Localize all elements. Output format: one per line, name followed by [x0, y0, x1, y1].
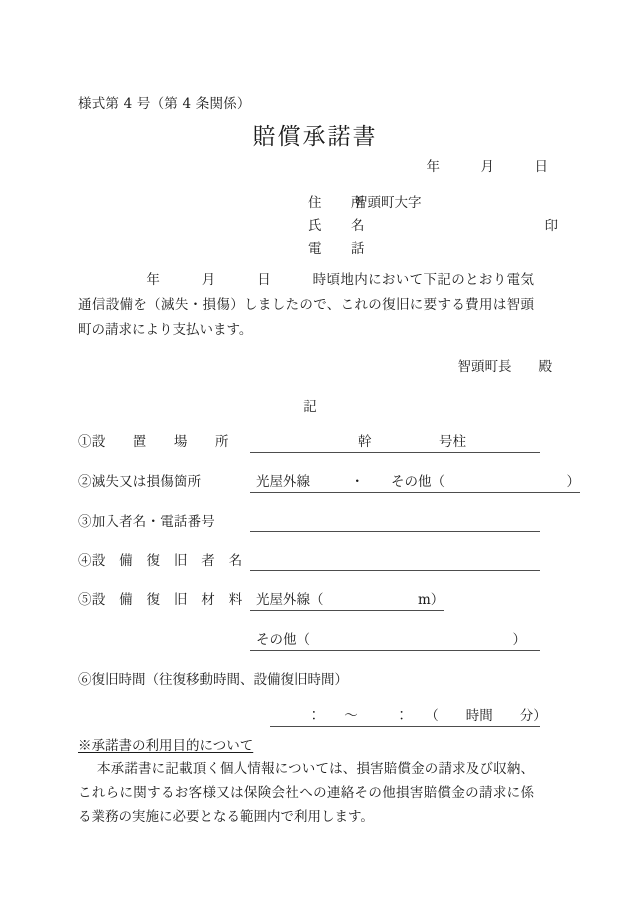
page-title: 賠償承諾書: [252, 124, 378, 150]
table-row: [78, 510, 540, 532]
notice-title-wrap: [78, 734, 534, 757]
item-label-4: ④設 備 復 旧 者 名: [78, 553, 243, 569]
phone-label: 電 話: [308, 241, 373, 257]
item-label-1: ①設 置 場 所: [78, 434, 229, 450]
table-row: [78, 430, 540, 453]
address-label: 住 所: [308, 195, 373, 211]
notice-block: [78, 734, 534, 829]
item-field-5-other[interactable]: その他（ ）: [250, 628, 540, 651]
date-line: 年 月 日: [426, 159, 548, 175]
name-label: 氏 名: [308, 218, 373, 234]
item-label-3: ③加入者名・電話番号: [78, 514, 215, 530]
item-label-5: ⑤設 備 復 旧 材 料: [78, 592, 243, 608]
table-row: [78, 628, 540, 651]
notice-body: 本承諾書に記載頂く個人情報については、損害賠償金の請求及び収納、これらに関するお客様又は保険会社への連絡その他損害賠償金の請求に係る業務の実施に必要となる範囲内で利用します。: [78, 761, 534, 825]
statement-paragraph: [78, 268, 534, 343]
declarant-phone-row: [308, 238, 558, 261]
form-number: 様式第 4 号（第 4 条関係）: [78, 96, 251, 112]
table-row: [78, 549, 540, 571]
table-row: [78, 470, 580, 493]
statement-text: 地内において下記のとおり電気通信設備を（滅失・損傷）しましたので、これの復旧に要する費用は智頭町の請求により支払います。: [78, 272, 535, 338]
statement-date-fields[interactable]: 年 月 日 時頃: [146, 272, 341, 288]
item-field-6[interactable]: ： ～ ： （ 時間 分）: [270, 704, 540, 727]
addressee: 智頭町長 殿: [457, 359, 552, 375]
item-field-3[interactable]: [250, 510, 540, 532]
item-label-spacer: [78, 628, 250, 651]
table-row: [78, 668, 547, 727]
item-list: [78, 430, 580, 741]
table-row: [78, 588, 540, 611]
item-field-5-material[interactable]: 光屋外線（ m）: [250, 588, 444, 611]
seal-mark: 印: [544, 218, 558, 234]
address-value[interactable]: 智頭町大字: [354, 195, 422, 211]
notice-title: ※承諾書の利用目的について: [78, 738, 254, 754]
declarant-address-row: [308, 192, 558, 215]
item-label-6: ⑥復旧時間（往復移動時間、設備復旧時間）: [78, 672, 348, 688]
declarant-name-row: [308, 215, 558, 238]
item-field-1[interactable]: 幹 号柱: [250, 430, 540, 453]
item-field-2[interactable]: 光屋外線 ・ その他（ ）: [250, 470, 580, 493]
declarant-block: [308, 192, 558, 261]
item-field-4[interactable]: [250, 549, 540, 571]
record-marker: 記: [303, 399, 317, 415]
item-label-2: ②滅失又は損傷箇所: [78, 474, 202, 490]
